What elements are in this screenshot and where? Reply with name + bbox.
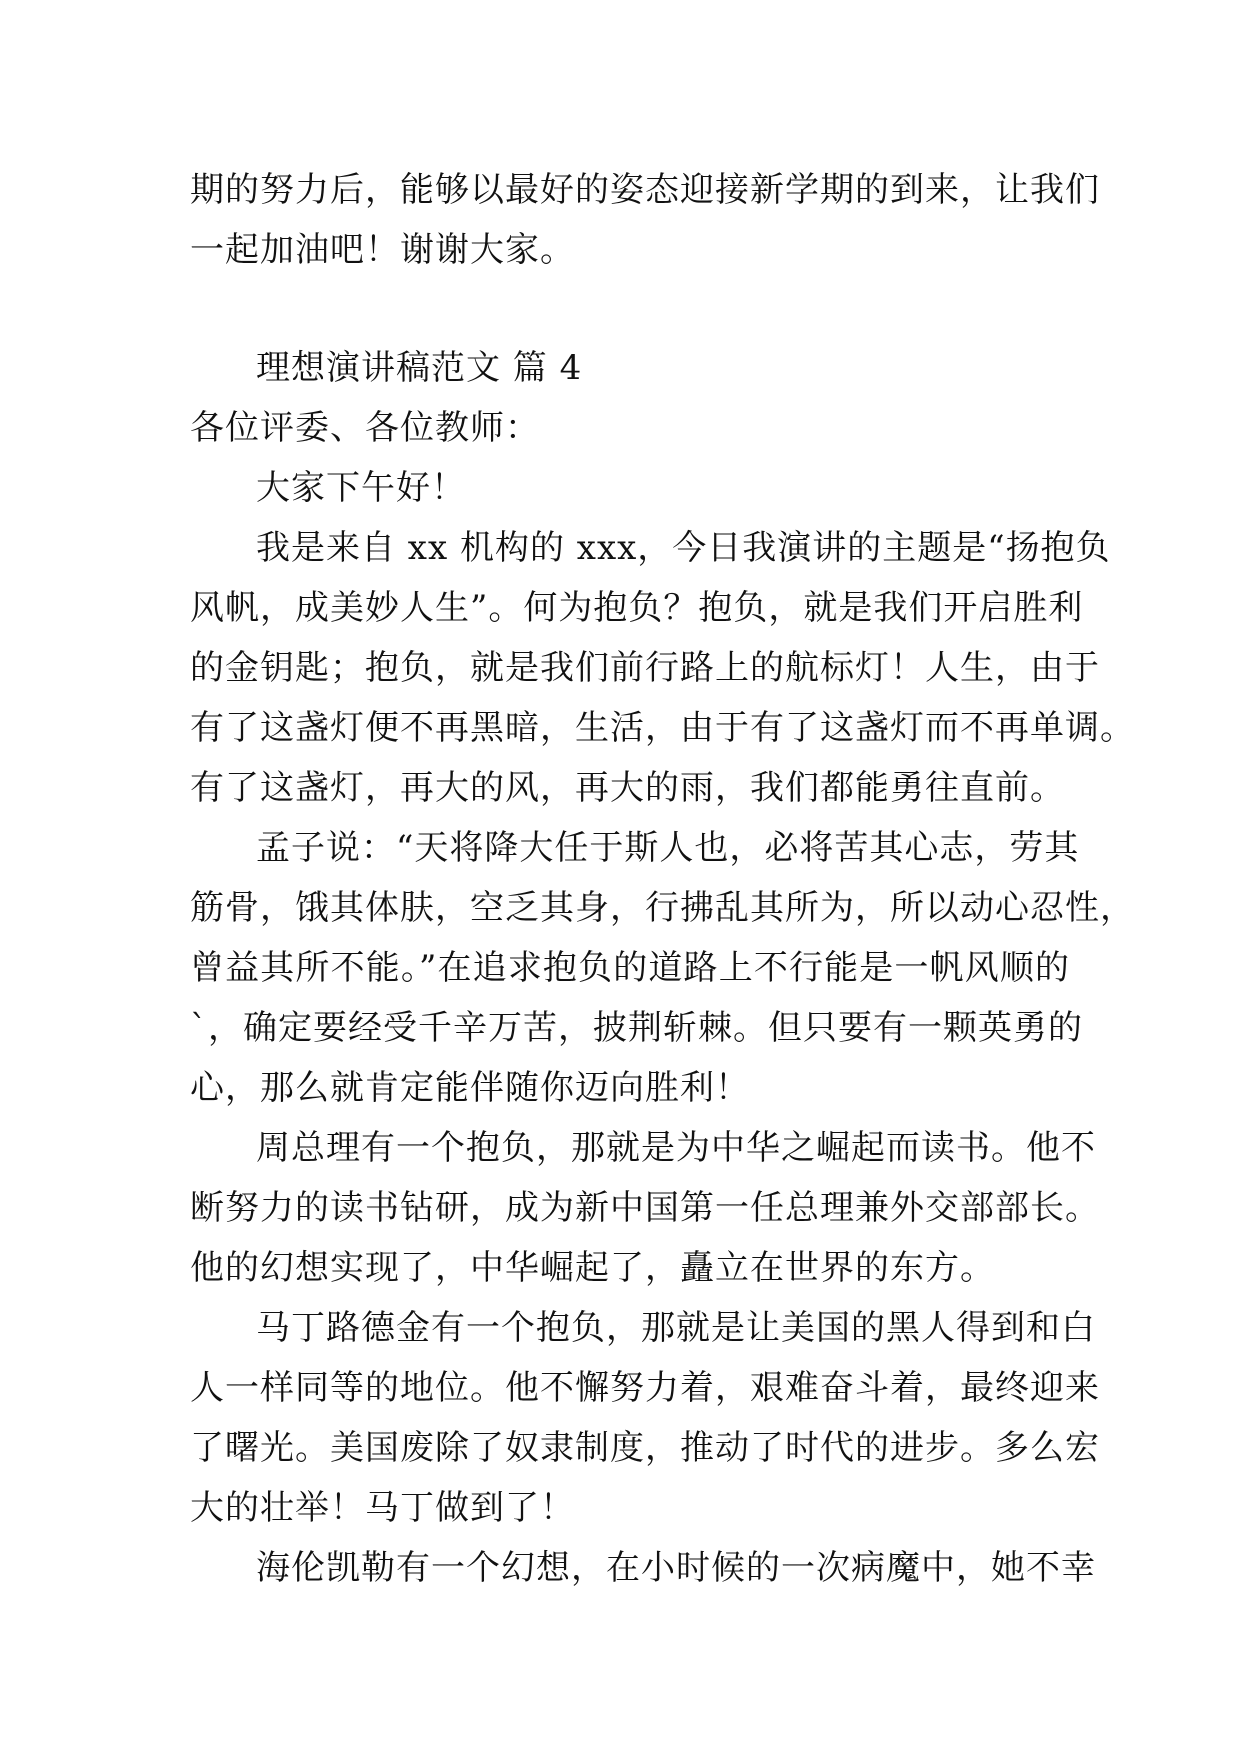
text-line: 有了这盏灯，再大的风，再大的雨，我们都能勇往直前。 (190, 768, 1065, 808)
greeting: 大家下午好！ (256, 468, 466, 508)
paragraph-3 (190, 1118, 1100, 1298)
text-line: 有了这盏灯便不再黑暗，生活，由于有了这盏灯而不再单调。 (190, 708, 1135, 748)
spacer (190, 280, 1070, 338)
text-line: 期的努力后，能够以最好的姿态迎接新学期的到来，让我们 (190, 170, 1100, 210)
paragraph-4 (190, 1298, 1100, 1538)
text-line: 我是来自 xx 机构的 xxx，今日我演讲的主题是“扬抱负 (256, 528, 1111, 568)
text-line: 他的幻想实现了，中华崛起了，矗立在世界的东方。 (190, 1248, 995, 1288)
text-line: 人一样同等的地位。他不懈努力着，艰难奋斗着，最终迎来 (190, 1368, 1100, 1408)
text-line: 大的壮举！马丁做到了！ (190, 1488, 575, 1528)
text-line: 曾益其所不能。”在追求抱负的道路上不行能是一帆风顺的 (190, 948, 1070, 988)
text-line: 断努力的读书钻研，成为新中国第一任总理兼外交部部长。 (190, 1188, 1100, 1228)
text-line: 周总理有一个抱负，那就是为中华之崛起而读书。他不 (256, 1128, 1096, 1168)
text-line: 筋骨，饿其体肤，空乏其身，行拂乱其所为，所以动心忍性， (190, 888, 1135, 928)
text-line: 海伦凯勒有一个幻想，在小时候的一次病魔中，她不幸 (256, 1548, 1096, 1588)
paragraph-2 (190, 818, 1135, 1118)
text-line: 孟子说：“天将降大任于斯人也，必将苦其心志，劳其 (256, 828, 1080, 868)
text-line: 心，那么就肯定能伴随你迈向胜利！ (190, 1068, 750, 1108)
salutation: 各位评委、各位教师： (190, 408, 540, 448)
text-line: 风帆，成美妙人生”。何为抱负？抱负，就是我们开启胜利 (190, 588, 1084, 628)
text-line: 的金钥匙；抱负，就是我们前行路上的航标灯！人生，由于 (190, 648, 1100, 688)
text-line: 马丁路德金有一个抱负，那就是让美国的黑人得到和白 (256, 1308, 1096, 1348)
document-body (190, 160, 1135, 1598)
intro-paragraph (190, 160, 1100, 280)
paragraph-5 (190, 1538, 1096, 1598)
text-line: 了曙光。美国废除了奴隶制度，推动了时代的进步。多么宏 (190, 1428, 1100, 1468)
paragraph-1 (190, 518, 1135, 818)
text-line: `，确定要经受千辛万苦，披荆斩棘。但只要有一颗英勇的 (190, 1008, 1083, 1048)
text-line: 一起加油吧！谢谢大家。 (190, 230, 575, 270)
section-heading: 理想演讲稿范文 篇 4 (256, 348, 583, 388)
